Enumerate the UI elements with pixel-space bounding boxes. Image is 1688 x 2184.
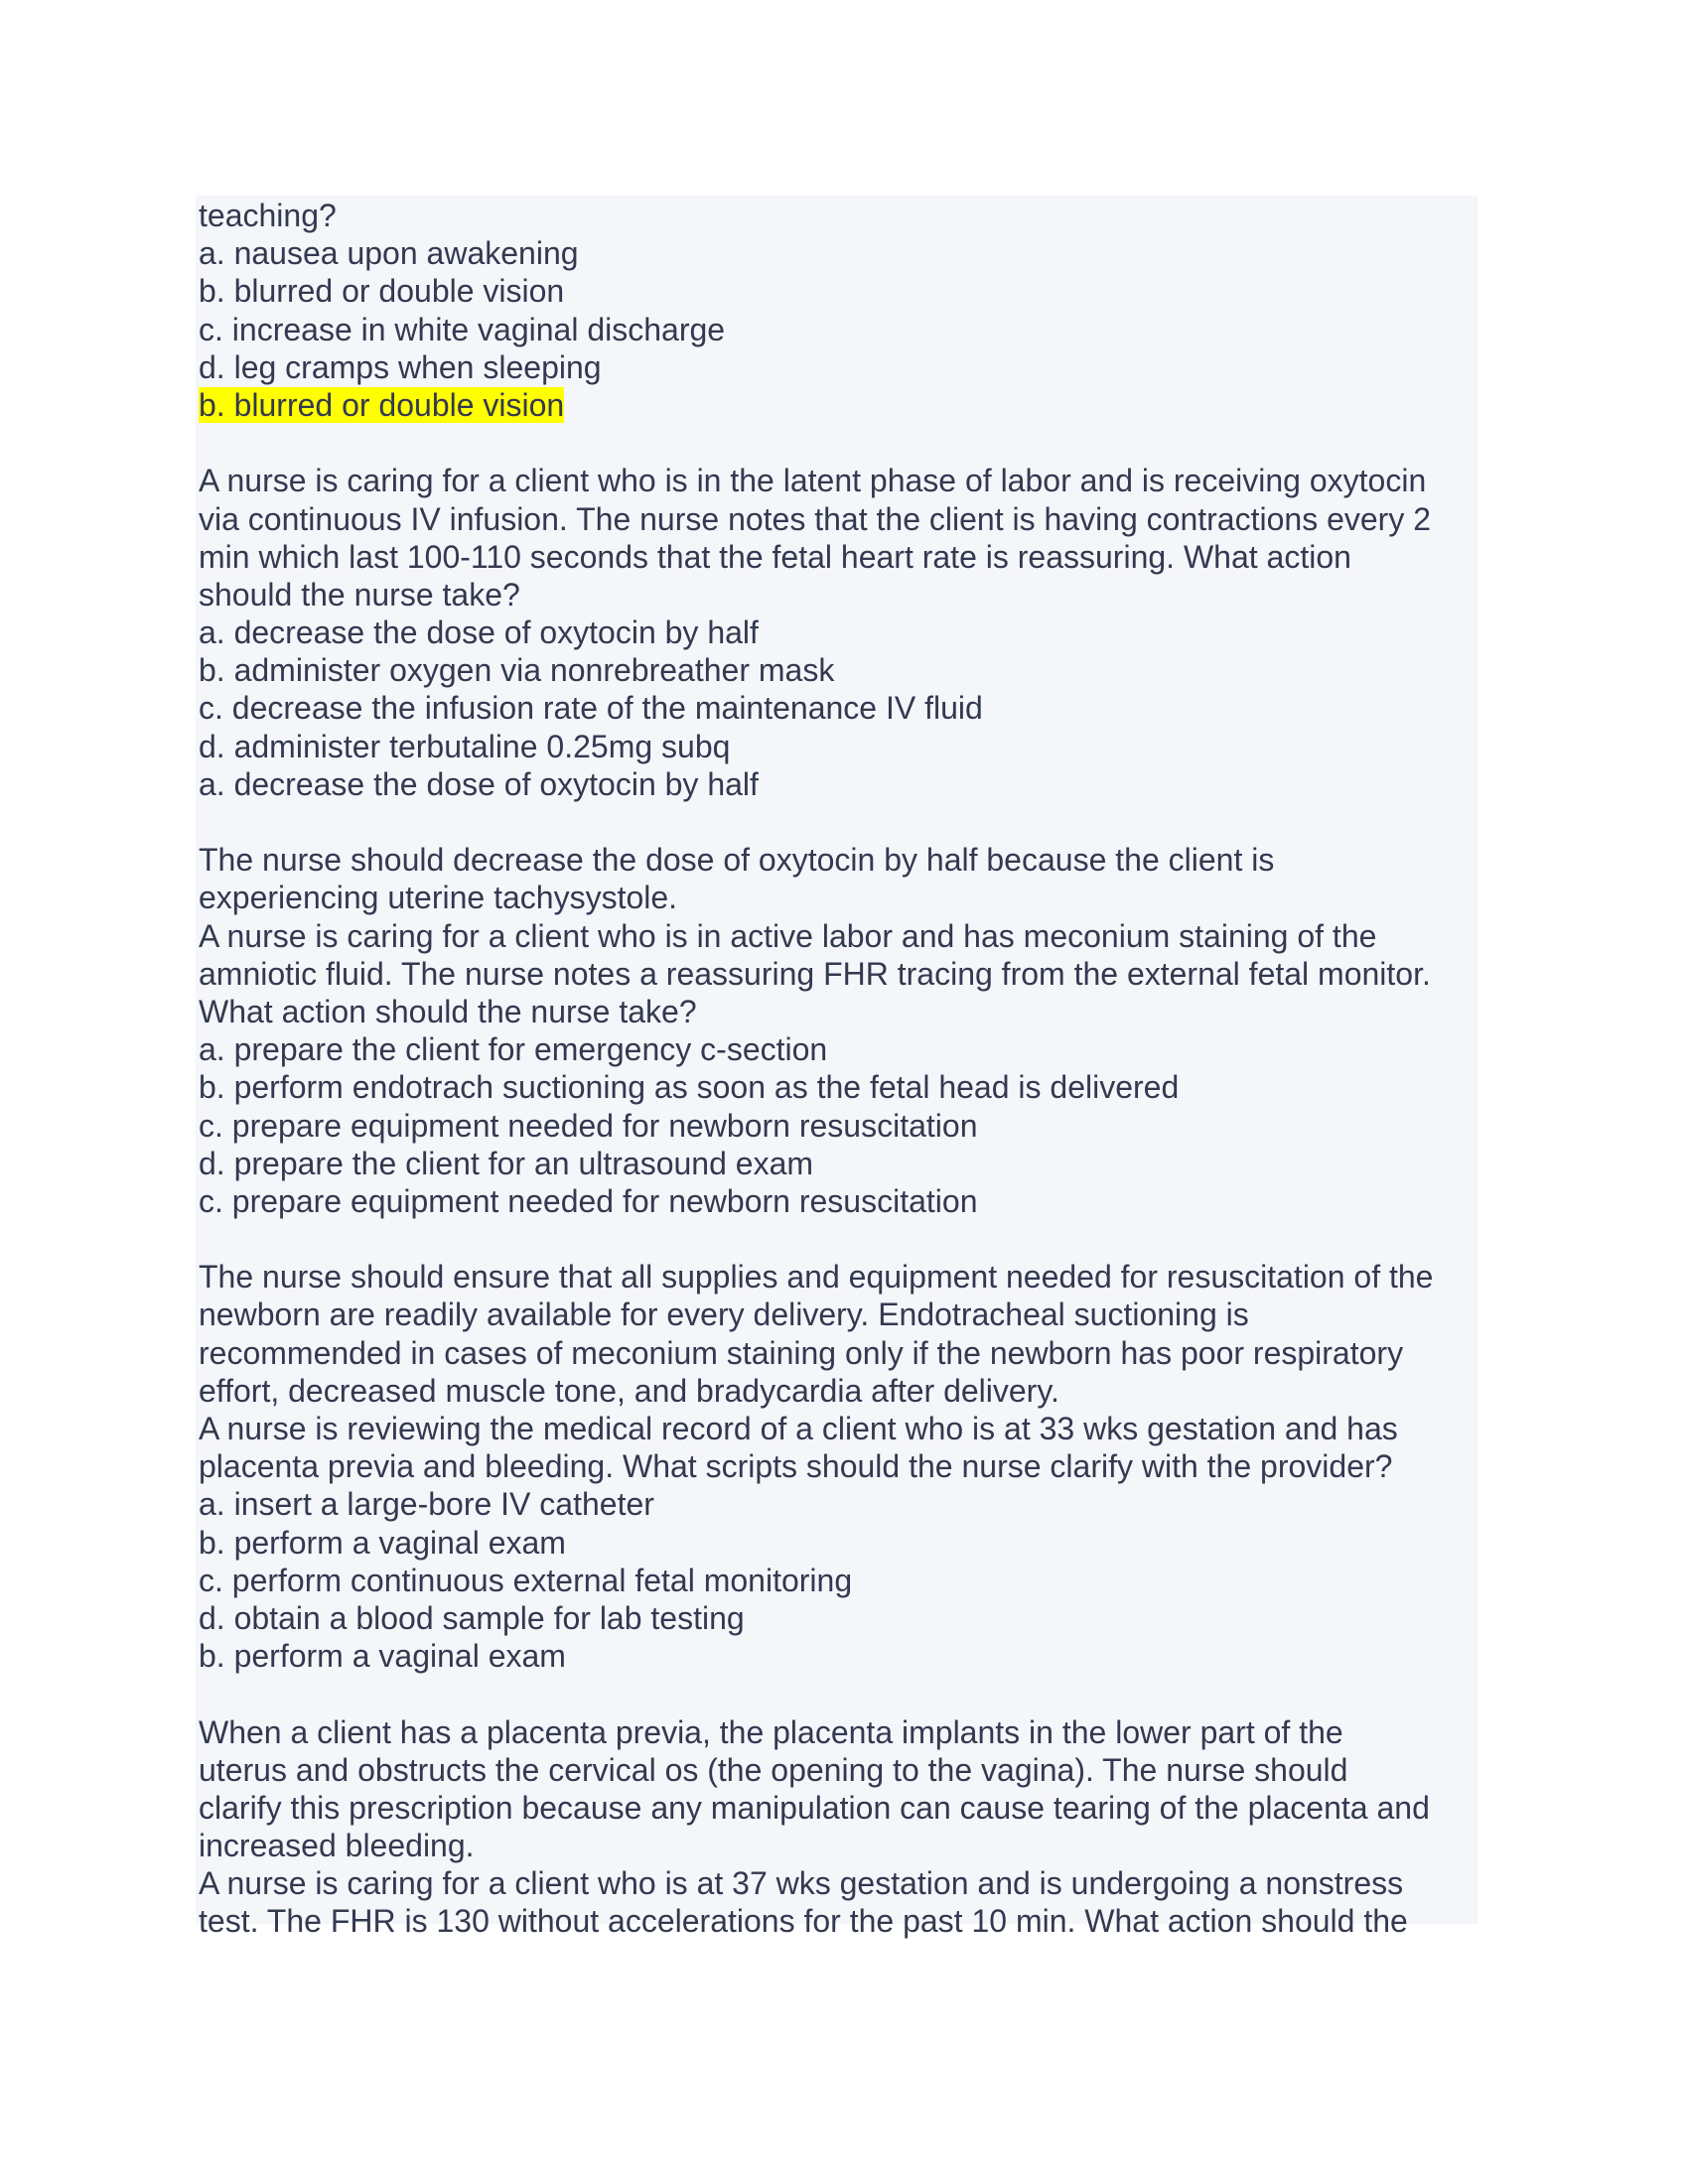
rationale-line: The nurse should ensure that all supplies and equipment needed for resuscitation of the [199,1259,1434,1296]
rationale-line: The nurse should decrease the dose of oxytocin by half because the client is [199,842,1275,879]
question-stem-line: min which last 100-110 seconds that the fetal heart rate is reassuring. What action [199,538,1351,575]
answer-option: a. decrease the dose of oxytocin by half [199,614,759,651]
rationale-line: uterus and obstructs the cervical os (the opening to the vagina). The nurse should [199,1751,1348,1788]
spacer [199,1220,1479,1258]
question-stem-line: teaching? [199,198,337,233]
correct-answer-line [199,386,1479,424]
document-text [199,197,1479,1941]
correct-answer-line: a. decrease the dose of oxytocin by half [199,765,759,802]
question-stem-line: test. The FHR is 130 without accelerations for the past 10 min. What action should the [199,1903,1408,1940]
question-stem-line: amniotic fluid. The nurse notes a reassuring FHR tracing from the external fetal monitor. [199,955,1431,992]
spacer [199,424,1479,462]
question-stem-line: A nurse is caring for a client who is in the latent phase of labor and is receiving oxytocin [199,463,1427,499]
rationale-line: effort, decreased muscle tone, and bradycardia after delivery. [199,1372,1059,1409]
rationale-line: increased bleeding. [199,1828,475,1864]
answer-option: c. prepare equipment needed for newborn resuscitation [199,1107,978,1144]
rationale-line: When a client has a placenta previa, the placenta implants in the lower part of the [199,1713,1343,1750]
question-stem-line: A nurse is caring for a client who is at 37 wks gestation and is undergoing a nonstress [199,1865,1404,1902]
question-stem-line: What action should the nurse take? [199,993,697,1029]
highlighted-answer: b. blurred or double vision [199,386,565,423]
answer-option: d. obtain a blood sample for lab testing [199,1599,745,1636]
answer-option: a. insert a large-bore IV catheter [199,1486,654,1523]
answer-option: d. administer terbutaline 0.25mg subq [199,728,731,764]
answer-option: c. perform continuous external fetal monitoring [199,1562,853,1598]
answer-option: a. prepare the client for emergency c-section [199,1031,828,1068]
answer-option: b. blurred or double vision [199,273,565,310]
answer-option: b. perform a vaginal exam [199,1524,566,1561]
rationale-line: newborn are readily available for every delivery. Endotracheal suctioning is [199,1297,1249,1333]
answer-option: a. nausea upon awakening [199,235,579,272]
question-stem-line: A nurse is caring for a client who is in active labor and has meconium staining of the [199,917,1377,954]
question-stem-line: should the nurse take? [199,576,520,613]
question-stem-line: via continuous IV infusion. The nurse notes that the client is having contractions every 2 [199,500,1432,537]
spacer [199,803,1479,841]
answer-option: c. decrease the infusion rate of the maintenance IV fluid [199,690,983,727]
answer-option: b. perform endotrach suctioning as soon as the fetal head is delivered [199,1069,1180,1106]
correct-answer-line: b. perform a vaginal exam [199,1638,566,1675]
rationale-line: clarify this prescription because any manipulation can cause tearing of the placenta and [199,1789,1430,1826]
question-stem-line: placenta previa and bleeding. What scripts should the nurse clarify with the provider? [199,1448,1393,1485]
rationale-line: experiencing uterine tachysystole. [199,880,678,916]
answer-option: c. increase in white vaginal discharge [199,311,726,347]
answer-option: b. administer oxygen via nonrebreather mask [199,652,835,689]
spacer [199,1675,1479,1712]
question-stem-line: A nurse is reviewing the medical record of a client who is at 33 wks gestation and has [199,1411,1398,1446]
answer-option: d. prepare the client for an ultrasound exam [199,1145,814,1181]
answer-option: d. leg cramps when sleeping [199,348,602,385]
correct-answer-line: c. prepare equipment needed for newborn resuscitation [199,1182,978,1219]
rationale-line: recommended in cases of meconium staining only if the newborn has poor respiratory [199,1334,1404,1371]
